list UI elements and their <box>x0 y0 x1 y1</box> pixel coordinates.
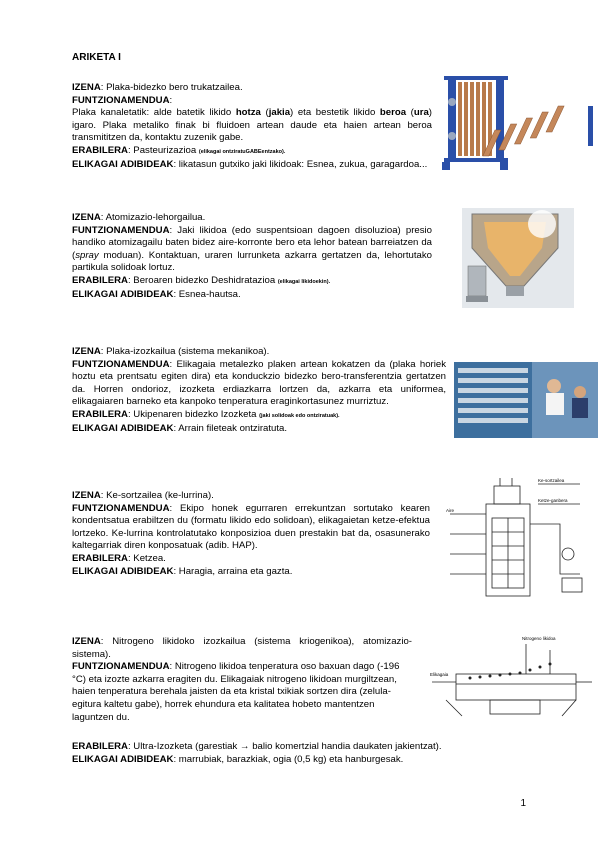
s5-funtzionamendua: FUNTZIONAMENDUA: Nitrogeno likidoa tenperatura oso baxuan dago (-196 °C) eta izozte azkarra eragiten du. Elikagaiak nitrogeno likidoan murgiltzean, haien tenperatura berehala jaisten da eta kristal txikiak sortzen dira (zelula-egitura kaltetu gabe), horrek ehundura eta kalitatea hobeto mantentzen laguntzen du. <box>72 661 400 723</box>
page-number: 1 <box>520 798 526 809</box>
n2-label-1: Nitrogeno likidoa <box>522 636 556 641</box>
s3-adibideak: : Arrain fileteak ontziratuta. <box>173 422 288 434</box>
smoke-label-3: Ketze-ganbera <box>538 498 568 503</box>
label-adibideak: ELIKAGAI ADIBIDEAK <box>72 158 174 170</box>
label-erabilera: ERABILERA <box>72 144 128 156</box>
s4-erabilera: : Ketzea. <box>127 552 166 564</box>
s4-izena: : Ke-sortzailea (ke-lurrina). <box>100 490 214 501</box>
s2-adibideak: : Esnea-hautsa. <box>173 288 241 300</box>
s3-izena: : Plaka-izozkailua (sistema mekanikoa). <box>100 346 270 357</box>
label-funtzionamendua: FUNTZIONAMENDUA <box>72 94 170 106</box>
section-nitrogen-freezer: IZENA: Nitrogeno likidoko izozkailua (sistema kriogenikoa), atomizazio-sistema). FUNTZIONAMENDUA: Nitrogeno likidoa tenperatura oso baxuan dago (-196 °C) eta izozte azkarra eragiten du. Elikagaiak nitrogeno likidoan murgiltzean, haien tenperatura berehala jaisten da eta kristal txikiak sortzen dira (zelula-egitura kaltetu gabe), horrek ehundura eta kalitatea hobeto mantentzen laguntzen du. <box>72 636 412 723</box>
s1-erabilera: : Pasteurizazioa <box>127 144 199 156</box>
section-heat-exchanger: IZENA: Plaka-bidezko bero trukatzailea. FUNTZIONAMENDUA: Plaka kanaletatik: alde batetik likido hotza (jakia) eta bestetik likido beroa (ura) igaro. Plaka metaliko finak bi fluidoen artean daude eta haien artean beroa transmititzen da, kontaktu zuzenik gabe. ERABILERA: Pasteurizazioa (elikagai ontziratuGABEentzako). ELIKAGAI ADIBIDEAK: likatasun gutxiko jaki likidoak: Esnea, zukua, garagardoa... <box>72 82 432 170</box>
s1-izena: : Plaka-bidezko bero trukatzailea. <box>100 82 243 93</box>
s2-izena: : Atomizazio-lehorgailua. <box>100 212 206 223</box>
s2-funtzionamendua: FUNTZIONAMENDUA: Jaki likidoa (edo suspentsioan dagoen disoluzioa) presio handiko atomizagailu baten bidez aire-korronte bero eta lehor batean barreiatzen da (spray moduan). Kontaktuan, uraren lurrunketa azkarra gertatzen da, lehortutako partikula solidoak lortuz. <box>72 224 432 274</box>
smoke-label-1: Aire <box>446 508 455 513</box>
spray-dryer-image <box>462 208 574 308</box>
section-smoke-generator: IZENA: Ke-sortzailea (ke-lurrina). FUNTZIONAMENDUA: Ekipo honek egurraren errekuntzan sortutako kearen kondentsatua erabiltzen du (formatu likido edo solidoan), elikagaietan ketze-efektua lortzeko. Ke-lurrina kontrolatutako konposizioa duen prestakin bat da, osasunerako kaltegarriak diren konposatuak (adib. HAP). ERABILERA: Ketzea. ELIKAGAI ADIBIDEAK: Haragia, arraina eta gazta. <box>72 490 430 577</box>
s3-erabilera: : Ukipenaren bidezko Izozketa <box>127 408 260 420</box>
s1-erabilera-note: (elikagai ontziratuGABEentzako). <box>198 148 286 155</box>
heat-exchanger-image <box>440 72 600 172</box>
smoke-label-2: Ke-sortzailea <box>538 478 565 483</box>
smoke-generator-diagram <box>440 474 596 602</box>
s4-funtzionamendua: FUNTZIONAMENDUA: Ekipo honek egurraren errekuntzan sortutako kearen kondentsatua erabiltzen du (formatu likido edo solidoan), elikagaietan ketze-efektua lortzeko. Ke-lurrina kontrolatutako konposizioa duen prestakin bat da, osasunerako kaltegarriak diren konposatuak (adib. HAP). <box>72 502 430 552</box>
s1-adibideak: : likatasun gutxiko jaki likidoak: Esnea, zukua, garagardoa... <box>173 158 428 170</box>
s2-erabilera: : Beroaren bidezko Deshidratazioa <box>127 274 278 286</box>
label-izena: IZENA <box>72 82 101 93</box>
s3-erabilera-note: (jaki solidoak edo ontziratuak). <box>259 412 340 419</box>
s5-erabilera: : Ultra-Izozketa (garestiak → balio komertzial handia daukaten jakientzat). <box>127 741 442 752</box>
s2-erabilera-note: (elikagai likidoekin). <box>277 278 331 285</box>
section-plate-freezer: IZENA: Plaka-izozkailua (sistema mekanikoa). FUNTZIONAMENDUA: Elikagaia metalezko plaken artean kokatzen da (plaka horiek hoztu eta prentsatu egiten dira) eta konduckzio bidezko bero-transferentzia gertatzen da. Horren ondorioz, izozketa erdiazkarra lortzen da, azkarra eta uniformea, elikagaiaren barneko eta kanpoko tenperatura eraginkortasunez murriztuz. ERABILERA: Ukipenaren bidezko Izozketa (jaki solidoak edo ontziratuak). ELIKAGAI ADIBIDEAK: Arrain fileteak ontziratuta. <box>72 346 446 434</box>
plate-freezer-image <box>454 362 598 438</box>
section-nitrogen-footer: ERABILERA: Ultra-Izozketa (garestiak → balio komertzial handia daukaten jakientzat). ELIKAGAI ADIBIDEAK: marrubiak, barazkiak, ogia (0,5 kg) eta hanburgesak. <box>72 741 442 765</box>
s5-izena: : Nitrogeno likidoko izozkailua (sistema kriogenikoa), atomizazio-sistema). <box>72 636 412 660</box>
page-title: ARIKETA I <box>72 52 121 63</box>
s3-funtzionamendua: FUNTZIONAMENDUA: Elikagaia metalezko plaken artean kokatzen da (plaka horiek hoztu eta prentsatu egiten dira) eta konduckzio bidezko bero-transferentzia gertatzen da. Horren ondorioz, izozketa erdiazkarra lortzen da, azkarra eta uniformea, elikagaiaren barneko eta kanpoko tenperatura eraginkortasunez murriztuz. <box>72 358 446 408</box>
section-spray-dryer: IZENA: Atomizazio-lehorgailua. FUNTZIONAMENDUA: Jaki likidoa (edo suspentsioan dagoen disoluzioa) presio handiko atomizagailu baten bidez aire-korronte bero eta lehor batean barreiatzen da (spray moduan). Kontaktuan, uraren lurrunketa azkarra gertatzen da, lehortutako partikula solidoak lortuz. ERABILERA: Beroaren bidezko Deshidratazioa (elikagai likidoekin). ELIKAGAI ADIBIDEAK: Esnea-hautsa. <box>72 212 432 300</box>
nitrogen-freezer-diagram <box>426 630 596 726</box>
n2-label-2: Elikagaia <box>430 672 449 677</box>
s1-funtzionamendua: Plaka kanaletatik: alde batetik likido hotza (jakia) eta bestetik likido beroa (ura) igaro. Plaka metaliko finak bi fluidoen artean daude eta haien artean beroa transmititzen da, kontaktu zuzenik gabe. <box>72 107 432 144</box>
s5-adibideak: : marrubiak, barazkiak, ogia (0,5 kg) eta hanburgesak. <box>173 753 404 765</box>
s4-adibideak: : Haragia, arraina eta gazta. <box>173 565 293 577</box>
